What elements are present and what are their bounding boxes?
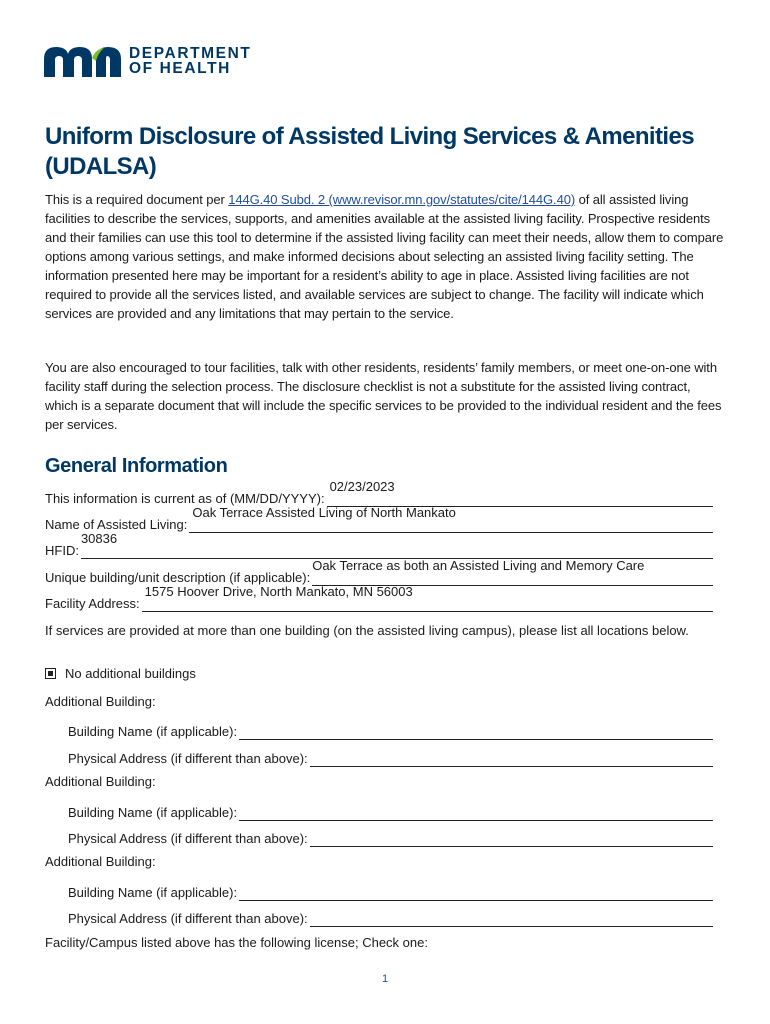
no-additional-buildings-label: No additional buildings <box>65 666 196 681</box>
facility-address-label: Facility Address: <box>45 596 140 611</box>
unit-description-value: Oak Terrace as both an Assisted Living and Memory Care <box>312 558 645 573</box>
building-1-address-field <box>68 743 713 767</box>
mdh-logo <box>44 45 252 77</box>
tour-paragraph: You are also encouraged to tour facilities, talk with other residents, residents’ family members, or meet one-on-one with facility staff during the selection process. The disclosure checklist is not a substitute for the assisted living contract, which is a separate document that will include the specific services to be provided to the individual resident and the fees per services. <box>45 360 722 432</box>
hfid-value: 30836 <box>80 531 118 546</box>
current-as-of-value: 02/23/2023 <box>329 479 395 494</box>
building-1-name-input[interactable] <box>239 717 713 740</box>
page-title: Uniform Disclosure of Assisted Living Services & Amenities (UDALSA) <box>45 123 694 180</box>
facility-address-value: 1575 Hoover Drive, North Mankato, MN 56003 <box>144 584 413 599</box>
current-as-of-input[interactable] <box>327 479 713 507</box>
facility-name-value: Oak Terrace Assisted Living of North Mankato <box>192 505 456 520</box>
mn-logo-mark-icon <box>44 45 122 77</box>
building-3-name-field <box>68 877 713 901</box>
hfid-label: HFID: <box>45 543 79 558</box>
building-1-name-field <box>68 716 713 740</box>
physical-address-label: Physical Address (if different than above): <box>68 911 308 926</box>
no-additional-buildings-checkbox[interactable] <box>45 668 56 679</box>
facility-address-input[interactable] <box>142 584 713 612</box>
current-as-of-field <box>45 479 713 507</box>
unit-description-field <box>45 558 713 586</box>
statute-link[interactable]: 144G.40 Subd. 2 (www.revisor.mn.gov/statutes/cite/144G.40) <box>228 192 576 207</box>
logo-text <box>129 46 252 76</box>
building-name-label: Building Name (if applicable): <box>68 805 238 820</box>
building-name-label: Building Name (if applicable): <box>68 724 238 739</box>
intro-text-before: This is a required document per <box>45 192 229 207</box>
logo-line-2: OF HEALTH <box>129 60 231 77</box>
checkbox-checked-icon <box>48 671 53 676</box>
physical-address-label: Physical Address (if different than above): <box>68 751 308 766</box>
building-3-address-input[interactable] <box>310 904 713 927</box>
building-2-address-input[interactable] <box>310 824 713 847</box>
intro-text-after: of all assisted living facilities to describe the services, supports, and amenities available at the assisted living facility. Prospective residents and their families can use this tool to determine if the assisted living facility can meet their needs, allow them to compare options among various settings, and make informed decisions about selecting an assisted living facility setting. The information presented here may be important for a resident’s ability to age in place. Assisted living facilities are not required to provide all the services listed, and available services are subject to change. The facility will indicate which services are provided and any limitations that may pertain to the service. <box>45 192 724 321</box>
facility-name-field <box>45 505 713 533</box>
building-3-name-input[interactable] <box>239 878 713 901</box>
facility-name-label: Name of Assisted Living: <box>45 517 188 532</box>
general-information-heading: General Information <box>45 455 228 477</box>
building-2-name-field <box>68 797 713 821</box>
building-1-address-input[interactable] <box>310 744 713 767</box>
building-name-label: Building Name (if applicable): <box>68 885 238 900</box>
facility-address-field <box>45 584 713 612</box>
facility-name-input[interactable] <box>189 505 713 533</box>
page-number: 1 <box>381 973 389 985</box>
no-additional-buildings-option[interactable] <box>45 666 196 681</box>
current-as-of-label: This information is current as of (MM/DD/YYYY): <box>45 491 325 506</box>
hfid-field <box>45 531 713 559</box>
building-2-name-input[interactable] <box>239 798 713 821</box>
hfid-input[interactable] <box>80 531 713 559</box>
logo-line-1: DEPARTMENT <box>129 45 252 62</box>
building-2-address-field <box>68 823 713 847</box>
additional-building-2-label: Additional Building: <box>45 774 156 789</box>
additional-building-3-label: Additional Building: <box>45 854 156 869</box>
license-instruction: Facility/Campus listed above has the following license; Check one: <box>45 935 428 950</box>
building-3-address-field <box>68 903 713 927</box>
physical-address-label: Physical Address (if different than above): <box>68 831 308 846</box>
unit-description-label: Unique building/unit description (if applicable): <box>45 570 311 585</box>
intro-paragraph <box>45 190 725 323</box>
additional-building-1-label: Additional Building: <box>45 694 156 709</box>
services-note: If services are provided at more than one building (on the assisted living campus), please list all locations below. <box>45 623 689 638</box>
unit-description-input[interactable] <box>312 558 713 586</box>
